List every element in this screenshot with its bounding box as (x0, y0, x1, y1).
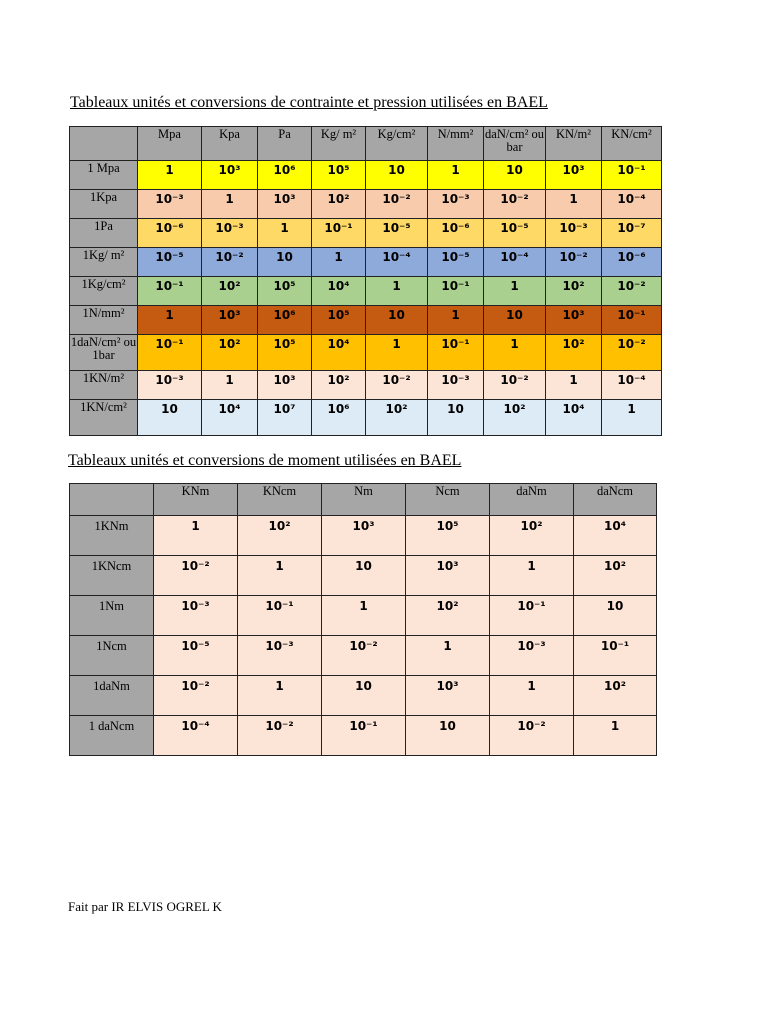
moment-table-value-cell: 10⁻¹ (322, 716, 406, 756)
stress-table-value-cell: 1 (258, 219, 312, 248)
stress-table-row-header: 1Pa (70, 219, 138, 248)
stress-table-value-cell: 10⁴ (202, 400, 258, 436)
moment-table-row (70, 516, 657, 556)
stress-table-row-header: 1N/mm² (70, 306, 138, 335)
moment-table-column-header: daNm (490, 484, 574, 516)
moment-table-value-cell: 10⁻¹ (490, 596, 574, 636)
moment-table-row (70, 596, 657, 636)
moment-table-value-cell: 10⁻³ (490, 636, 574, 676)
stress-table-value-cell: 10² (202, 277, 258, 306)
moment-table-column-header: daNcm (574, 484, 657, 516)
moment-table-value-cell: 10² (574, 676, 657, 716)
stress-table-value-cell: 10⁻⁴ (602, 371, 662, 400)
stress-table-value-cell: 10⁵ (258, 335, 312, 371)
author-credit: Fait par IR ELVIS OGREL K (68, 899, 222, 914)
moment-table-value-cell: 1 (490, 676, 574, 716)
stress-table-row-header: 1 Mpa (70, 161, 138, 190)
moment-table-value-cell: 10 (574, 596, 657, 636)
stress-table-value-cell: 1 (484, 277, 546, 306)
stress-table-value-cell: 10 (484, 306, 546, 335)
stress-table-value-cell: 1 (202, 190, 258, 219)
moment-table-row (70, 556, 657, 596)
stress-table-value-cell: 10⁻² (484, 190, 546, 219)
moment-table-value-cell: 10⁻² (238, 716, 322, 756)
stress-table-value-cell: 10⁶ (258, 161, 312, 190)
stress-table-value-cell: 10² (546, 335, 602, 371)
stress-table-value-cell: 10⁻⁶ (602, 248, 662, 277)
moment-table-row-header: 1daNm (70, 676, 154, 716)
moment-table-column-header: KNcm (238, 484, 322, 516)
stress-table-value-cell: 1 (546, 190, 602, 219)
stress-table-row (70, 306, 662, 335)
stress-table-value-cell: 1 (546, 371, 602, 400)
stress-table-value-cell: 10⁻¹ (602, 306, 662, 335)
stress-table-value-cell: 10⁻⁵ (366, 219, 428, 248)
stress-table-value-cell: 1 (312, 248, 366, 277)
moment-table-row-header: 1KNcm (70, 556, 154, 596)
stress-table-value-cell: 1 (138, 161, 202, 190)
stress-table-value-cell: 10⁻³ (428, 190, 484, 219)
stress-table-row-header: 1daN/cm² ou 1bar (70, 335, 138, 371)
stress-table-column-header: Mpa (138, 127, 202, 161)
stress-table-value-cell: 10 (366, 306, 428, 335)
stress-table-row (70, 335, 662, 371)
stress-table-value-cell: 1 (366, 335, 428, 371)
stress-table-row-header: 1Kg/cm² (70, 277, 138, 306)
stress-table-row-header: 1KN/cm² (70, 400, 138, 436)
stress-table-row (70, 277, 662, 306)
moment-table-row-header: 1KNm (70, 516, 154, 556)
moment-table-value-cell: 1 (406, 636, 490, 676)
moment-table-value-cell: 10³ (322, 516, 406, 556)
moment-table-row (70, 716, 657, 756)
moment-table-value-cell: 10⁵ (406, 516, 490, 556)
stress-table-value-cell: 10⁻² (484, 371, 546, 400)
stress-table-value-cell: 1 (138, 306, 202, 335)
stress-table-value-cell: 10⁻³ (428, 371, 484, 400)
stress-table-value-cell: 10⁻¹ (602, 161, 662, 190)
moment-table-value-cell: 1 (238, 556, 322, 596)
stress-table-value-cell: 10² (484, 400, 546, 436)
stress-table-value-cell: 1 (602, 400, 662, 436)
moment-table-value-cell: 10 (322, 556, 406, 596)
stress-table-value-cell: 10⁻⁴ (484, 248, 546, 277)
moment-table-value-cell: 10⁻² (154, 676, 238, 716)
stress-table-value-cell: 10⁴ (546, 400, 602, 436)
stress-table-value-cell: 10⁻⁴ (366, 248, 428, 277)
stress-table-value-cell: 1 (202, 371, 258, 400)
stress-table-value-cell: 10⁻⁵ (428, 248, 484, 277)
stress-table-value-cell: 10² (312, 190, 366, 219)
moment-table-row (70, 676, 657, 716)
stress-table-row (70, 161, 662, 190)
moment-table-value-cell: 10⁻² (490, 716, 574, 756)
moment-table-value-cell: 10⁴ (574, 516, 657, 556)
stress-table-value-cell: 10³ (202, 306, 258, 335)
stress-table-value-cell: 10² (366, 400, 428, 436)
moment-table-value-cell: 10⁻¹ (238, 596, 322, 636)
stress-table-value-cell: 10³ (546, 161, 602, 190)
stress-table-value-cell: 10³ (258, 190, 312, 219)
moment-table-column-header: Nm (322, 484, 406, 516)
moment-table-value-cell: 10³ (406, 676, 490, 716)
stress-table-value-cell: 10⁻³ (546, 219, 602, 248)
stress-table-row (70, 190, 662, 219)
moment-table-value-cell: 10⁻² (322, 636, 406, 676)
stress-table-row (70, 400, 662, 436)
stress-table-row-header: 1KN/m² (70, 371, 138, 400)
moment-table-value-cell: 10² (238, 516, 322, 556)
moment-table-column-header: KNm (154, 484, 238, 516)
stress-table-value-cell: 10 (428, 400, 484, 436)
moment-table-value-cell: 1 (490, 556, 574, 596)
stress-table-value-cell: 10⁵ (312, 161, 366, 190)
stress-table-row (70, 219, 662, 248)
stress-table-value-cell: 10⁻¹ (138, 277, 202, 306)
moment-table-value-cell: 10² (406, 596, 490, 636)
stress-table-value-cell: 10⁻³ (202, 219, 258, 248)
stress-table-value-cell: 10⁻² (202, 248, 258, 277)
stress-table-column-header: Pa (258, 127, 312, 161)
stress-table-column-header: Kpa (202, 127, 258, 161)
stress-table-value-cell: 1 (366, 277, 428, 306)
stress-table-value-cell: 10⁶ (258, 306, 312, 335)
stress-table-row (70, 371, 662, 400)
moment-table-value-cell: 10⁻³ (154, 596, 238, 636)
stress-table-value-cell: 10⁴ (312, 335, 366, 371)
stress-table-value-cell: 10⁻² (602, 277, 662, 306)
stress-table-value-cell: 10⁻² (546, 248, 602, 277)
moment-table-value-cell: 10⁻² (154, 556, 238, 596)
stress-table-header-row (70, 127, 662, 161)
moment-table-column-header: Ncm (406, 484, 490, 516)
moment-table-row-header: 1Nm (70, 596, 154, 636)
stress-table-value-cell: 10² (202, 335, 258, 371)
moment-table-header-row (70, 484, 657, 516)
stress-table-value-cell: 10 (366, 161, 428, 190)
moment-table-value-cell: 10 (322, 676, 406, 716)
stress-table-column-header: Kg/cm² (366, 127, 428, 161)
moment-table-value-cell: 10² (490, 516, 574, 556)
stress-table-value-cell: 10³ (546, 306, 602, 335)
stress-table-value-cell: 10⁻¹ (428, 277, 484, 306)
moment-table-value-cell: 10⁻³ (238, 636, 322, 676)
moment-table-value-cell: 10⁻⁵ (154, 636, 238, 676)
moment-table-value-cell: 10 (406, 716, 490, 756)
stress-table-row-header: 1Kg/ m² (70, 248, 138, 277)
stress-table-corner-cell (70, 127, 138, 161)
stress-table-value-cell: 10 (258, 248, 312, 277)
moment-table-value-cell: 1 (154, 516, 238, 556)
moment-conversion-table (69, 483, 657, 756)
stress-table-value-cell: 10 (484, 161, 546, 190)
moment-table-value-cell: 10² (574, 556, 657, 596)
stress-table-value-cell: 10² (546, 277, 602, 306)
stress-table-value-cell: 1 (428, 306, 484, 335)
moment-table-value-cell: 1 (238, 676, 322, 716)
moment-table-value-cell: 1 (574, 716, 657, 756)
stress-table-value-cell: 10⁴ (312, 277, 366, 306)
stress-table-value-cell: 10⁻² (602, 335, 662, 371)
stress-table-column-header: KN/m² (546, 127, 602, 161)
moment-table-row (70, 636, 657, 676)
stress-table-value-cell: 10⁻¹ (138, 335, 202, 371)
stress-table-column-header: daN/cm² ou bar (484, 127, 546, 161)
stress-table-value-cell: 10³ (202, 161, 258, 190)
stress-table-value-cell: 10⁻⁶ (138, 219, 202, 248)
stress-table-value-cell: 10 (138, 400, 202, 436)
stress-table-value-cell: 10⁷ (258, 400, 312, 436)
stress-table-value-cell: 10⁻⁵ (138, 248, 202, 277)
stress-table-value-cell: 10⁻¹ (428, 335, 484, 371)
moment-table-corner-cell (70, 484, 154, 516)
stress-table-column-header: KN/cm² (602, 127, 662, 161)
stress-table-value-cell: 10⁻³ (138, 190, 202, 219)
stress-table-value-cell: 10⁻¹ (312, 219, 366, 248)
stress-table-row (70, 248, 662, 277)
stress-table-column-header: Kg/ m² (312, 127, 366, 161)
stress-table-row-header: 1Kpa (70, 190, 138, 219)
stress-table-value-cell: 10⁶ (312, 400, 366, 436)
stress-table-value-cell: 10⁻² (366, 371, 428, 400)
stress-table-value-cell: 10⁻⁵ (484, 219, 546, 248)
stress-table-value-cell: 1 (428, 161, 484, 190)
stress-table-value-cell: 1 (484, 335, 546, 371)
stress-table-value-cell: 10⁻² (366, 190, 428, 219)
moment-table-value-cell: 1 (322, 596, 406, 636)
moment-table-title: Tableaux unités et conversions de moment utilisées en BAEL (68, 452, 462, 469)
stress-table-value-cell: 10⁵ (258, 277, 312, 306)
moment-table-row-header: 1Ncm (70, 636, 154, 676)
moment-table-value-cell: 10⁻⁴ (154, 716, 238, 756)
moment-table-row-header: 1 daNcm (70, 716, 154, 756)
stress-table-value-cell: 10⁻³ (138, 371, 202, 400)
stress-table-value-cell: 10⁻⁶ (428, 219, 484, 248)
stress-table-value-cell: 10³ (258, 371, 312, 400)
stress-table-value-cell: 10⁻⁴ (602, 190, 662, 219)
moment-table-value-cell: 10⁻¹ (574, 636, 657, 676)
moment-table-value-cell: 10³ (406, 556, 490, 596)
stress-table-title: Tableaux unités et conversions de contrainte et pression utilisées en BAEL (70, 94, 548, 111)
stress-table-value-cell: 10² (312, 371, 366, 400)
stress-table-value-cell: 10⁻⁷ (602, 219, 662, 248)
stress-table-value-cell: 10⁵ (312, 306, 366, 335)
stress-table-column-header: N/mm² (428, 127, 484, 161)
stress-pressure-conversion-table (69, 126, 662, 436)
